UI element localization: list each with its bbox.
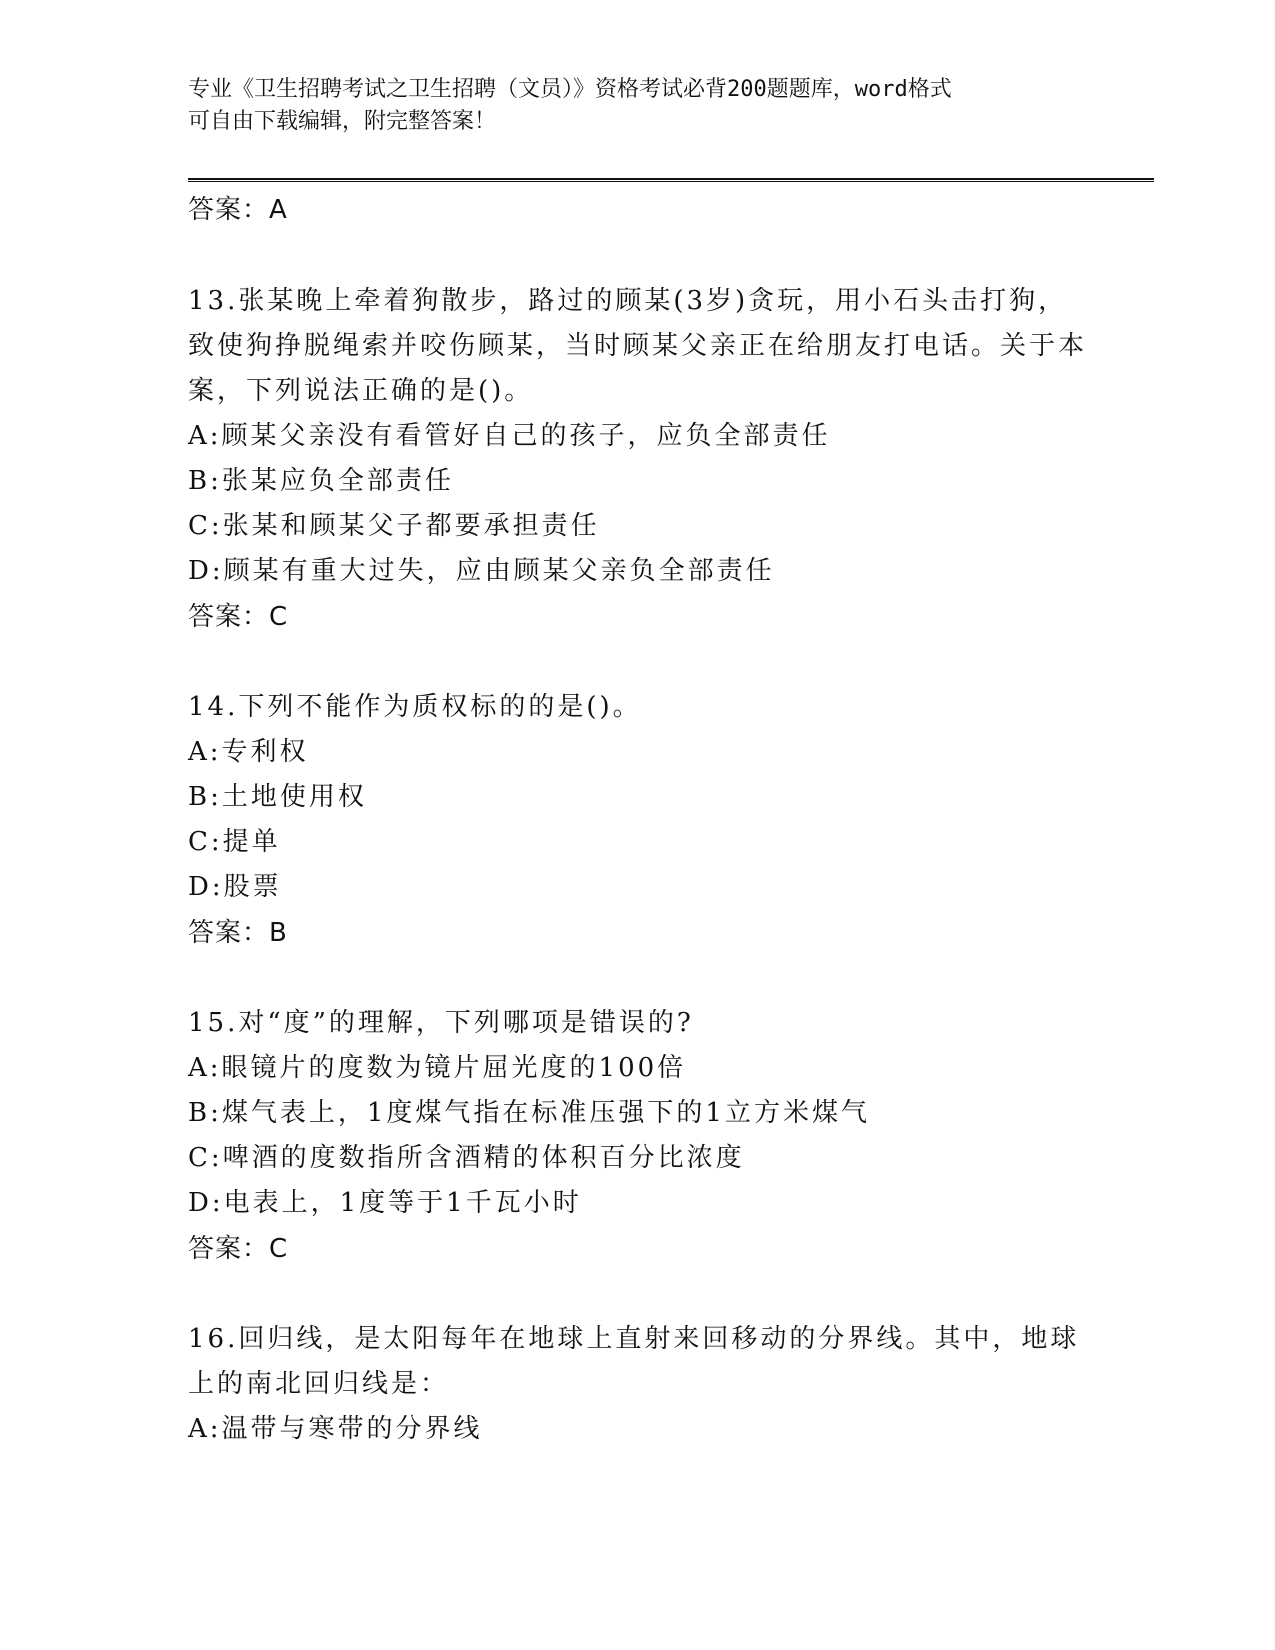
question-13-option-a: A:顾某父亲没有看管好自己的孩子，应负全部责任 (188, 421, 831, 451)
question-13 (188, 279, 1088, 640)
question-14 (188, 685, 1088, 956)
question-16-option-a: A:温带与寒带的分界线 (188, 1414, 483, 1444)
question-14-answer: 答案：B (188, 918, 288, 948)
answer-previous: 答案：A (188, 195, 288, 225)
question-13-option-d: D:顾某有重大过失，应由顾某父亲负全部责任 (188, 556, 775, 586)
question-13-option-b: B:张某应负全部责任 (188, 466, 454, 496)
question-13-stem: 13.张某晚上牵着狗散步，路过的顾某(3岁)贪玩，用小石头击打狗，致使狗挣脱绳索并咬伤顾某，当时顾某父亲正在给朋友打电话。关于本案，下列说法正确的是()。 (188, 286, 1088, 406)
document-body (188, 187, 1088, 1452)
question-15-option-d: D:电表上，1度等于1千瓦小时 (188, 1188, 582, 1218)
question-15-option-a: A:眼镜片的度数为镜片屈光度的100倍 (188, 1053, 687, 1083)
question-16 (188, 1317, 1088, 1452)
question-15-option-b: B:煤气表上，1度煤气指在标准压强下的1立方米煤气 (188, 1098, 870, 1128)
question-14-option-c: C:提单 (188, 827, 281, 857)
question-16-stem: 16.回归线，是太阳每年在地球上直射来回移动的分界线。其中，地球上的南北回归线是： (188, 1324, 1080, 1399)
question-15-option-c: C:啤酒的度数指所含酒精的体积百分比浓度 (188, 1143, 745, 1173)
question-14-option-b: B:土地使用权 (188, 782, 367, 812)
question-15-stem: 15.对“度”的理解，下列哪项是错误的? (188, 1008, 694, 1038)
question-14-option-a: A:专利权 (188, 737, 309, 767)
header-divider (188, 178, 1154, 182)
question-15-answer: 答案：C (188, 1234, 289, 1264)
question-13-option-c: C:张某和顾某父子都要承担责任 (188, 511, 600, 541)
question-13-answer: 答案：C (188, 602, 289, 632)
header-line-2: 可自由下载编辑，附完整答案！ (188, 109, 497, 134)
document-header (188, 74, 1088, 138)
question-14-stem: 14.下列不能作为质权标的的是()。 (188, 692, 642, 722)
question-15 (188, 1001, 1088, 1272)
header-line-1: 专业《卫生招聘考试之卫生招聘（文员）》资格考试必背200题题库，word格式 (188, 77, 952, 102)
question-14-option-d: D:股票 (188, 872, 282, 902)
